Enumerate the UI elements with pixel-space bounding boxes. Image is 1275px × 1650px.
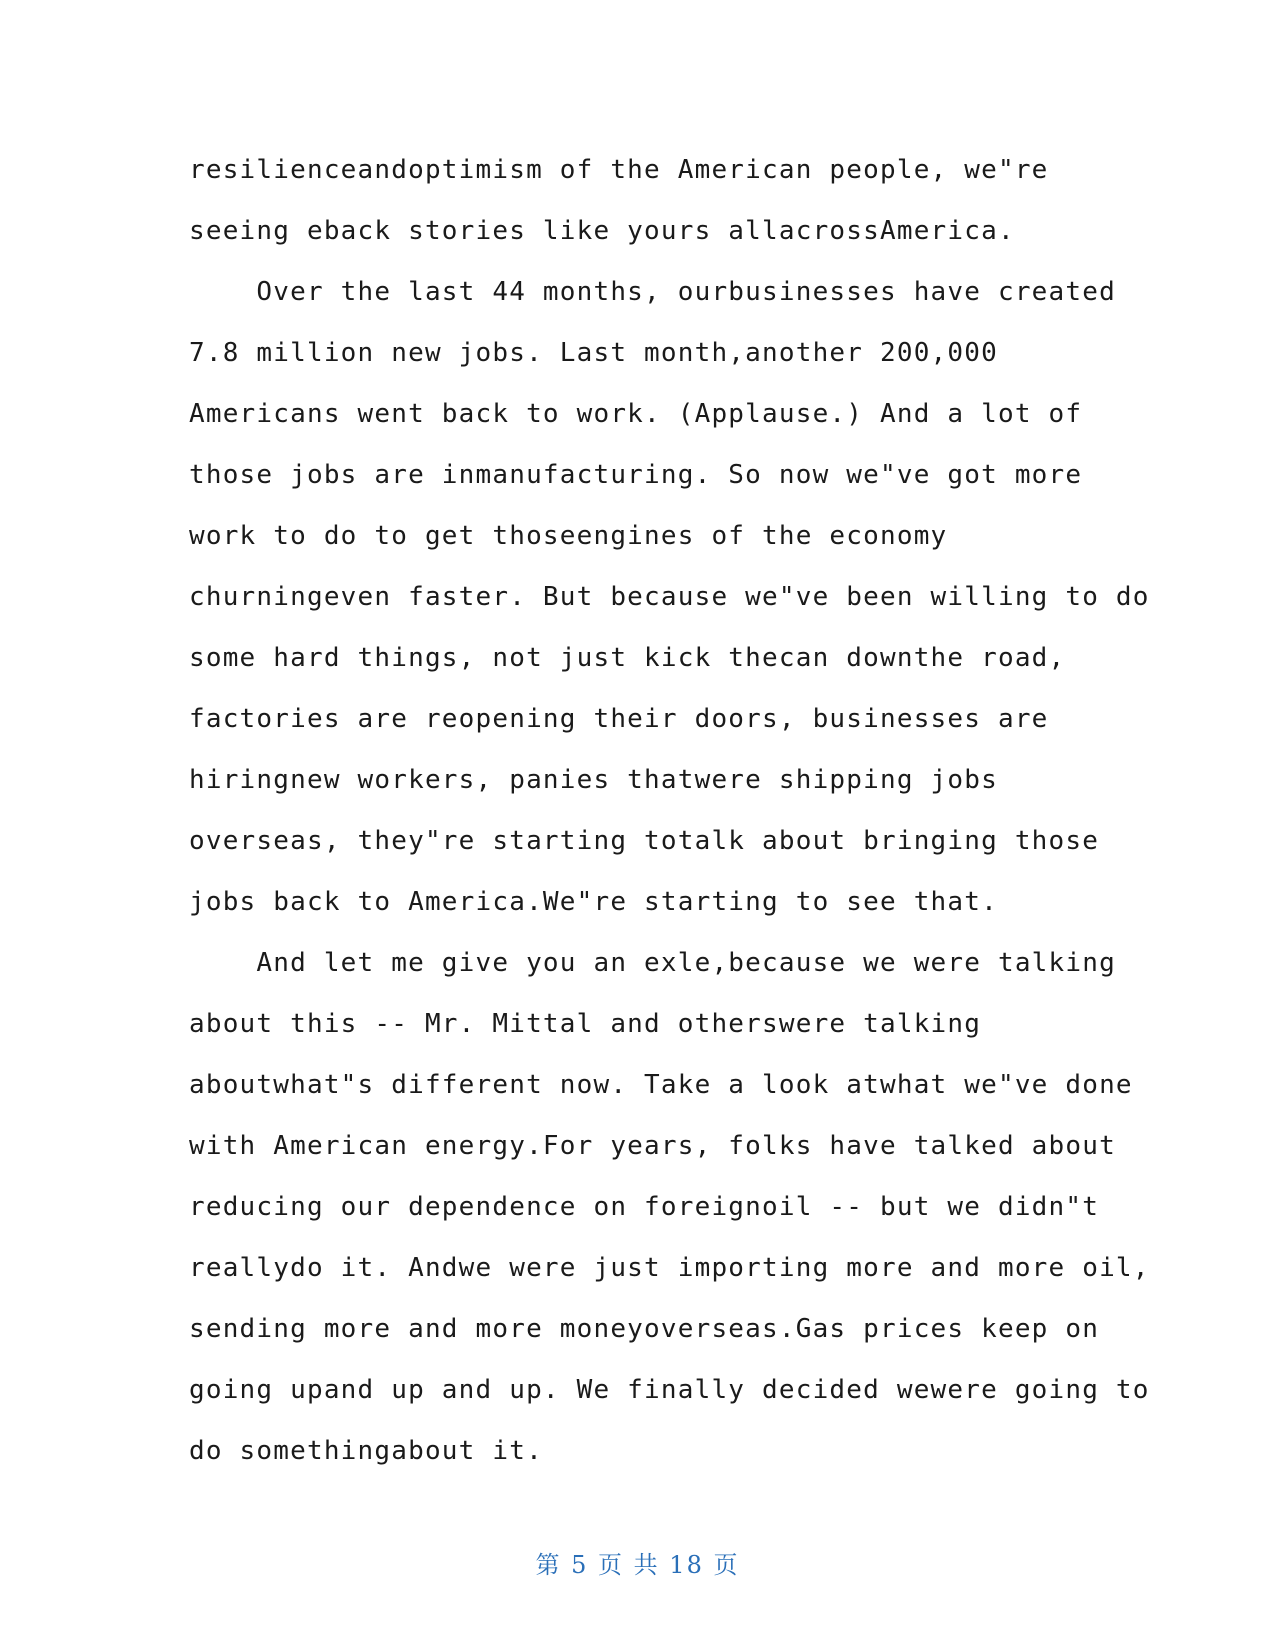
text-line: Americans went back to work. (Applause.) And a lot of (189, 399, 1083, 429)
body-text (189, 140, 1150, 1482)
text-line: do somethingabout it. (189, 1436, 543, 1466)
text-line: resilienceandoptimism of the American people, we"re (189, 155, 1049, 185)
text-line: factories are reopening their doors, businesses are (189, 704, 1049, 734)
text-line: some hard things, not just kick thecan downthe road, (189, 643, 1066, 673)
text-line: going upand up and up. We finally decided wewere going to (189, 1375, 1150, 1405)
text-line: overseas, they"re starting totalk about bringing those (189, 826, 1100, 856)
text-line: seeing eback stories like yours allacrossAmerica. (189, 216, 1015, 246)
text-line: reducing our dependence on foreignoil -- but we didn"t (189, 1192, 1100, 1222)
text-line: work to do to get thoseengines of the economy (189, 521, 948, 551)
text-line: jobs back to America.We"re starting to see that. (189, 887, 998, 917)
text-line: 7.8 million new jobs. Last month,another 200,000 (189, 338, 998, 368)
text-line: those jobs are inmanufacturing. So now we"ve got more (189, 460, 1083, 490)
text-line: with American energy.For years, folks have talked about (189, 1131, 1116, 1161)
text-line: about this -- Mr. Mittal and otherswere talking (189, 1009, 982, 1039)
text-line: hiringnew workers, panies thatwere shipping jobs (189, 765, 998, 795)
text-line: Over the last 44 months, ourbusinesses have created (189, 277, 1116, 307)
text-line: aboutwhat"s different now. Take a look atwhat we"ve done (189, 1070, 1133, 1100)
text-line: sending more and more moneyoverseas.Gas prices keep on (189, 1314, 1100, 1344)
text-line: And let me give you an exle,because we were talking (189, 948, 1116, 978)
page-number-footer: 第 5 页 共 18 页 (535, 1551, 740, 1579)
text-line: reallydo it. Andwe were just importing more and more oil, (189, 1253, 1150, 1283)
text-line: churningeven faster. But because we"ve been willing to do (189, 582, 1150, 612)
